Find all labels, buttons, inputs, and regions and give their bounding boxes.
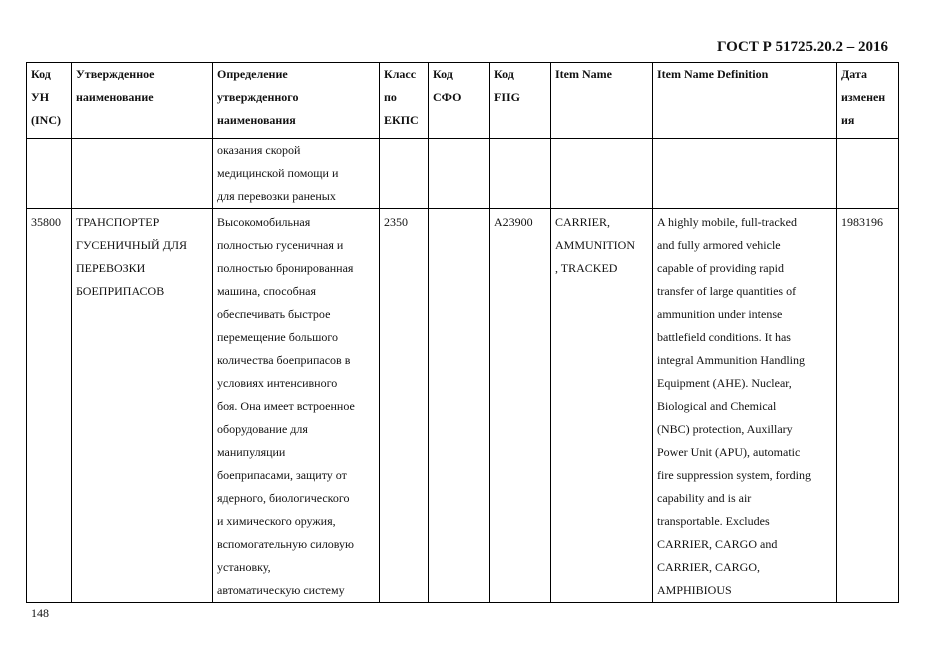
table-header-row [27, 63, 899, 139]
cell-sfo-code [429, 209, 490, 603]
document-title: ГОСТ Р 51725.20.2 – 2016 [716, 39, 888, 55]
column-header-approved-name: Утвержденное наименование [72, 63, 213, 139]
page-number: 148 [31, 606, 49, 620]
cell-ekps-class: 2350 [380, 209, 429, 603]
cell-item-name: CARRIER, AMMUNITION , TRACKED [551, 209, 653, 603]
item-name-table [26, 62, 899, 603]
cell-inc [27, 139, 72, 209]
table-row-entry [27, 209, 899, 603]
cell-approved-name [72, 139, 213, 209]
cell-change-date [837, 139, 899, 209]
cell-ekps-class [380, 139, 429, 209]
column-header-inc: Код УН (INC) [27, 63, 72, 139]
cell-fiig-code: A23900 [490, 209, 551, 603]
cell-change-date: 1983196 [837, 209, 899, 603]
cell-item-name-definition [653, 139, 837, 209]
cell-sfo-code [429, 139, 490, 209]
cell-approved-name: ТРАНСПОРТЕР ГУСЕНИЧНЫЙ ДЛЯ ПЕРЕВОЗКИ БОЕПРИПАСОВ [72, 209, 213, 603]
cell-item-name-definition: A highly mobile, full-tracked and fully armored vehicle capable of providing rapid transfer of large quantities of ammunition under intense battlefield conditions. It has integral Ammunition Handling Equipment (AHE). Nuclear, Biological and Chemical (NBC) protection, Auxillary Power Unit (APU), automatic fire suppression system, fording capability and is air transportable. Excludes CARRIER, CARGO and CARRIER, CARGO, AMPHIBIOUS [653, 209, 837, 603]
cell-inc: 35800 [27, 209, 72, 603]
column-header-sfo-code: Код СФО [429, 63, 490, 139]
column-header-item-name-definition: Item Name Definition [653, 63, 837, 139]
cell-definition: оказания скорой медицинской помощи и для перевозки раненых [213, 139, 380, 209]
column-header-ekps-class: Класс по ЕКПС [380, 63, 429, 139]
column-header-change-date: Дата изменен ия [837, 63, 899, 139]
cell-item-name [551, 139, 653, 209]
column-header-fiig-code: Код FIIG [490, 63, 551, 139]
column-header-item-name: Item Name [551, 63, 653, 139]
table-row-continuation [27, 139, 899, 209]
cell-fiig-code [490, 139, 551, 209]
column-header-definition: Определение утвержденного наименования [213, 63, 380, 139]
cell-definition: Высокомобильная полностью гусеничная и полностью бронированная машина, способная обеспечивать быстрое перемещение большого количества боеприпасов в условиях интенсивного боя. Она имеет встроенное оборудование для манипуляции боеприпасами, защиту от ядерного, биологического и химического оружия, вспомогательную силовую установку, автоматическую систему [213, 209, 380, 603]
